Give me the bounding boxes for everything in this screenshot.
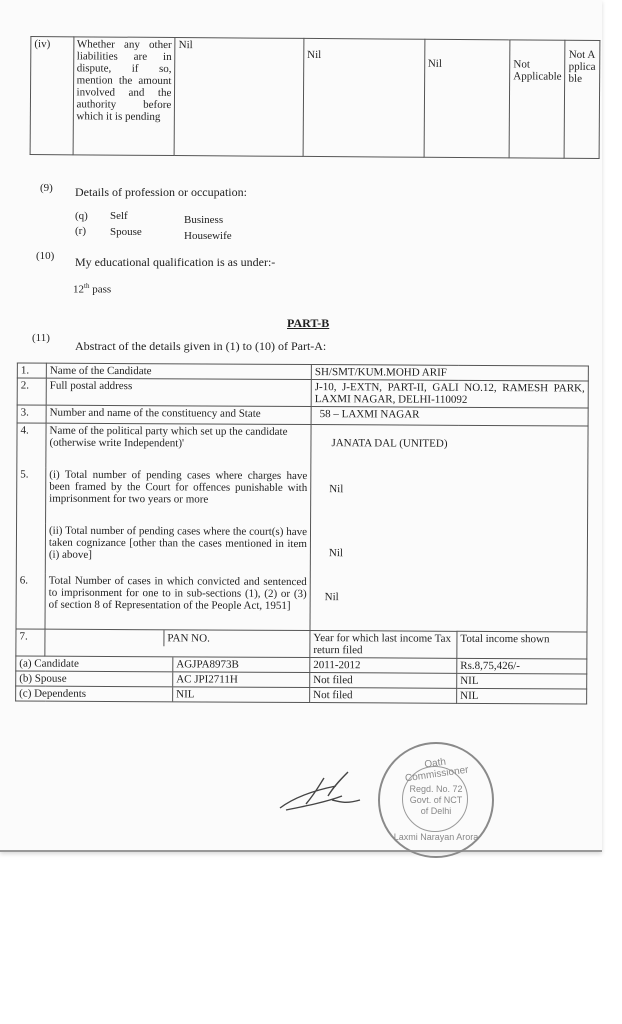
row-value: Nil (310, 525, 587, 576)
row-num (16, 523, 45, 573)
stamp-reg: Regd. No. 72 (409, 784, 463, 794)
row-label: Total Number of cases in which convicted and sentenced to imprisonment for one to in sub-sections (1), (2) or (3) of section 8 of Representation of the People Act, 1951] (45, 573, 310, 630)
stamp-delhi: of Delhi (420, 806, 452, 816)
part-b-table (15, 363, 589, 705)
item9-text: Details of profession or occupation: (75, 185, 247, 199)
row-value: Nil (311, 469, 588, 526)
row-num: 1. (17, 363, 46, 378)
liability-value-2: Nil (303, 38, 425, 157)
education-sup: th (84, 282, 90, 290)
candidate-label: (a) Candidate (19, 657, 79, 670)
part-b-heading: PART-B (287, 316, 330, 330)
item9-row-self-label: Self (110, 210, 128, 222)
row-num: 6. (16, 573, 45, 629)
item10-number: (10) (36, 250, 55, 262)
row-value: Nil (310, 575, 587, 632)
education-value: 12 (73, 283, 84, 296)
row-label: (ii) Total number of pending cases where the court(s) have taken cognizance [other than the cases mentioned in item (i) above] (45, 523, 310, 574)
dependents-label: (c) Dependents (19, 687, 87, 700)
candidate-pan: AGJPA8973B (172, 657, 242, 671)
dependents-pan: NIL (172, 687, 197, 701)
spouse-label: (b) Spouse (19, 672, 67, 685)
row-label: Name of the Candidate (46, 363, 311, 379)
spouse-pan: AC JPI2711H (172, 672, 241, 686)
education-qualification (73, 280, 111, 296)
item10-text: My educational qualification is as under:- (75, 255, 276, 269)
item7-row (16, 671, 310, 688)
item9-number: (9) (40, 182, 53, 194)
row-label: Number and name of the constituency and State (46, 405, 311, 424)
dependents-income: NIL (457, 688, 587, 704)
item11-number: (11) (32, 332, 50, 344)
candidate-year: 2011-2012 (310, 658, 457, 674)
dependents-year: Not filed (310, 688, 457, 704)
liability-value-5: Not Applicable (564, 40, 599, 158)
row-value: J-10, J-EXTN, PART-II, GALI NO.12, RAMESH PARK, LAXMI NAGAR, DELHI-110092 (311, 380, 588, 408)
liabilities-question: Whether any other liabilities are in dispute, if so, mention the amount involved and the authority before which it is pending (73, 37, 176, 156)
liability-value-4: Not Applicable (509, 40, 565, 158)
liabilities-table (30, 36, 601, 159)
row-value: 58 – LAXMI NAGAR (311, 407, 588, 426)
item11-intro: Abstract of the details given in (1) to (10) of Part-A: (75, 339, 327, 353)
spouse-income: NIL (457, 673, 587, 689)
row-num: 5. (17, 467, 46, 523)
liability-value-1: Nil (174, 38, 303, 157)
row-num: 3. (17, 405, 46, 423)
education-suffix: pass (89, 283, 112, 296)
spouse-year: Not filed (310, 673, 457, 689)
row-value: JANATA DAL (UNITED) (311, 425, 588, 470)
row-label: Name of the political party which set up the candidate (otherwise write Independent)' (46, 423, 311, 468)
row-num: 4. (17, 423, 46, 467)
year-header: Year for which last income Tax return filed (310, 631, 457, 659)
pan-header: PAN NO. (163, 630, 309, 647)
row-num: 7. (16, 629, 45, 656)
item7-header-cell (45, 629, 310, 657)
row-number: (iv) (30, 37, 73, 155)
liability-value-3: Nil (424, 39, 510, 158)
row-label: Full postal address (46, 378, 311, 406)
item7-row (16, 686, 310, 703)
stamp-top-text: Oath Commissioner (404, 756, 470, 785)
row-num: 2. (17, 378, 46, 405)
candidate-income: Rs.8,75,426/- (457, 658, 587, 674)
stamp-name: Laxmi Narayan Arora (393, 832, 479, 842)
row-value: SH/SMT/KUM.MOHD ARIF (311, 365, 588, 381)
item9-row-self-value: Business (184, 214, 224, 226)
income-header: Total income shown (457, 631, 587, 659)
item9-row-spouse-code: (r) (75, 225, 86, 237)
signature (276, 766, 366, 816)
stamp-govt: Govt. of NCT (409, 795, 463, 805)
item9-row-spouse-label: Spouse (110, 226, 142, 238)
oath-commissioner-stamp (378, 742, 494, 858)
item9-row-self-code: (q) (75, 210, 88, 222)
item9-row-spouse-value: Housewife (184, 230, 232, 242)
item7-row (16, 656, 310, 673)
row-label: (i) Total number of pending cases where charges have been framed by the Court for offences punishable with imprisonment for two years or more (46, 467, 311, 524)
